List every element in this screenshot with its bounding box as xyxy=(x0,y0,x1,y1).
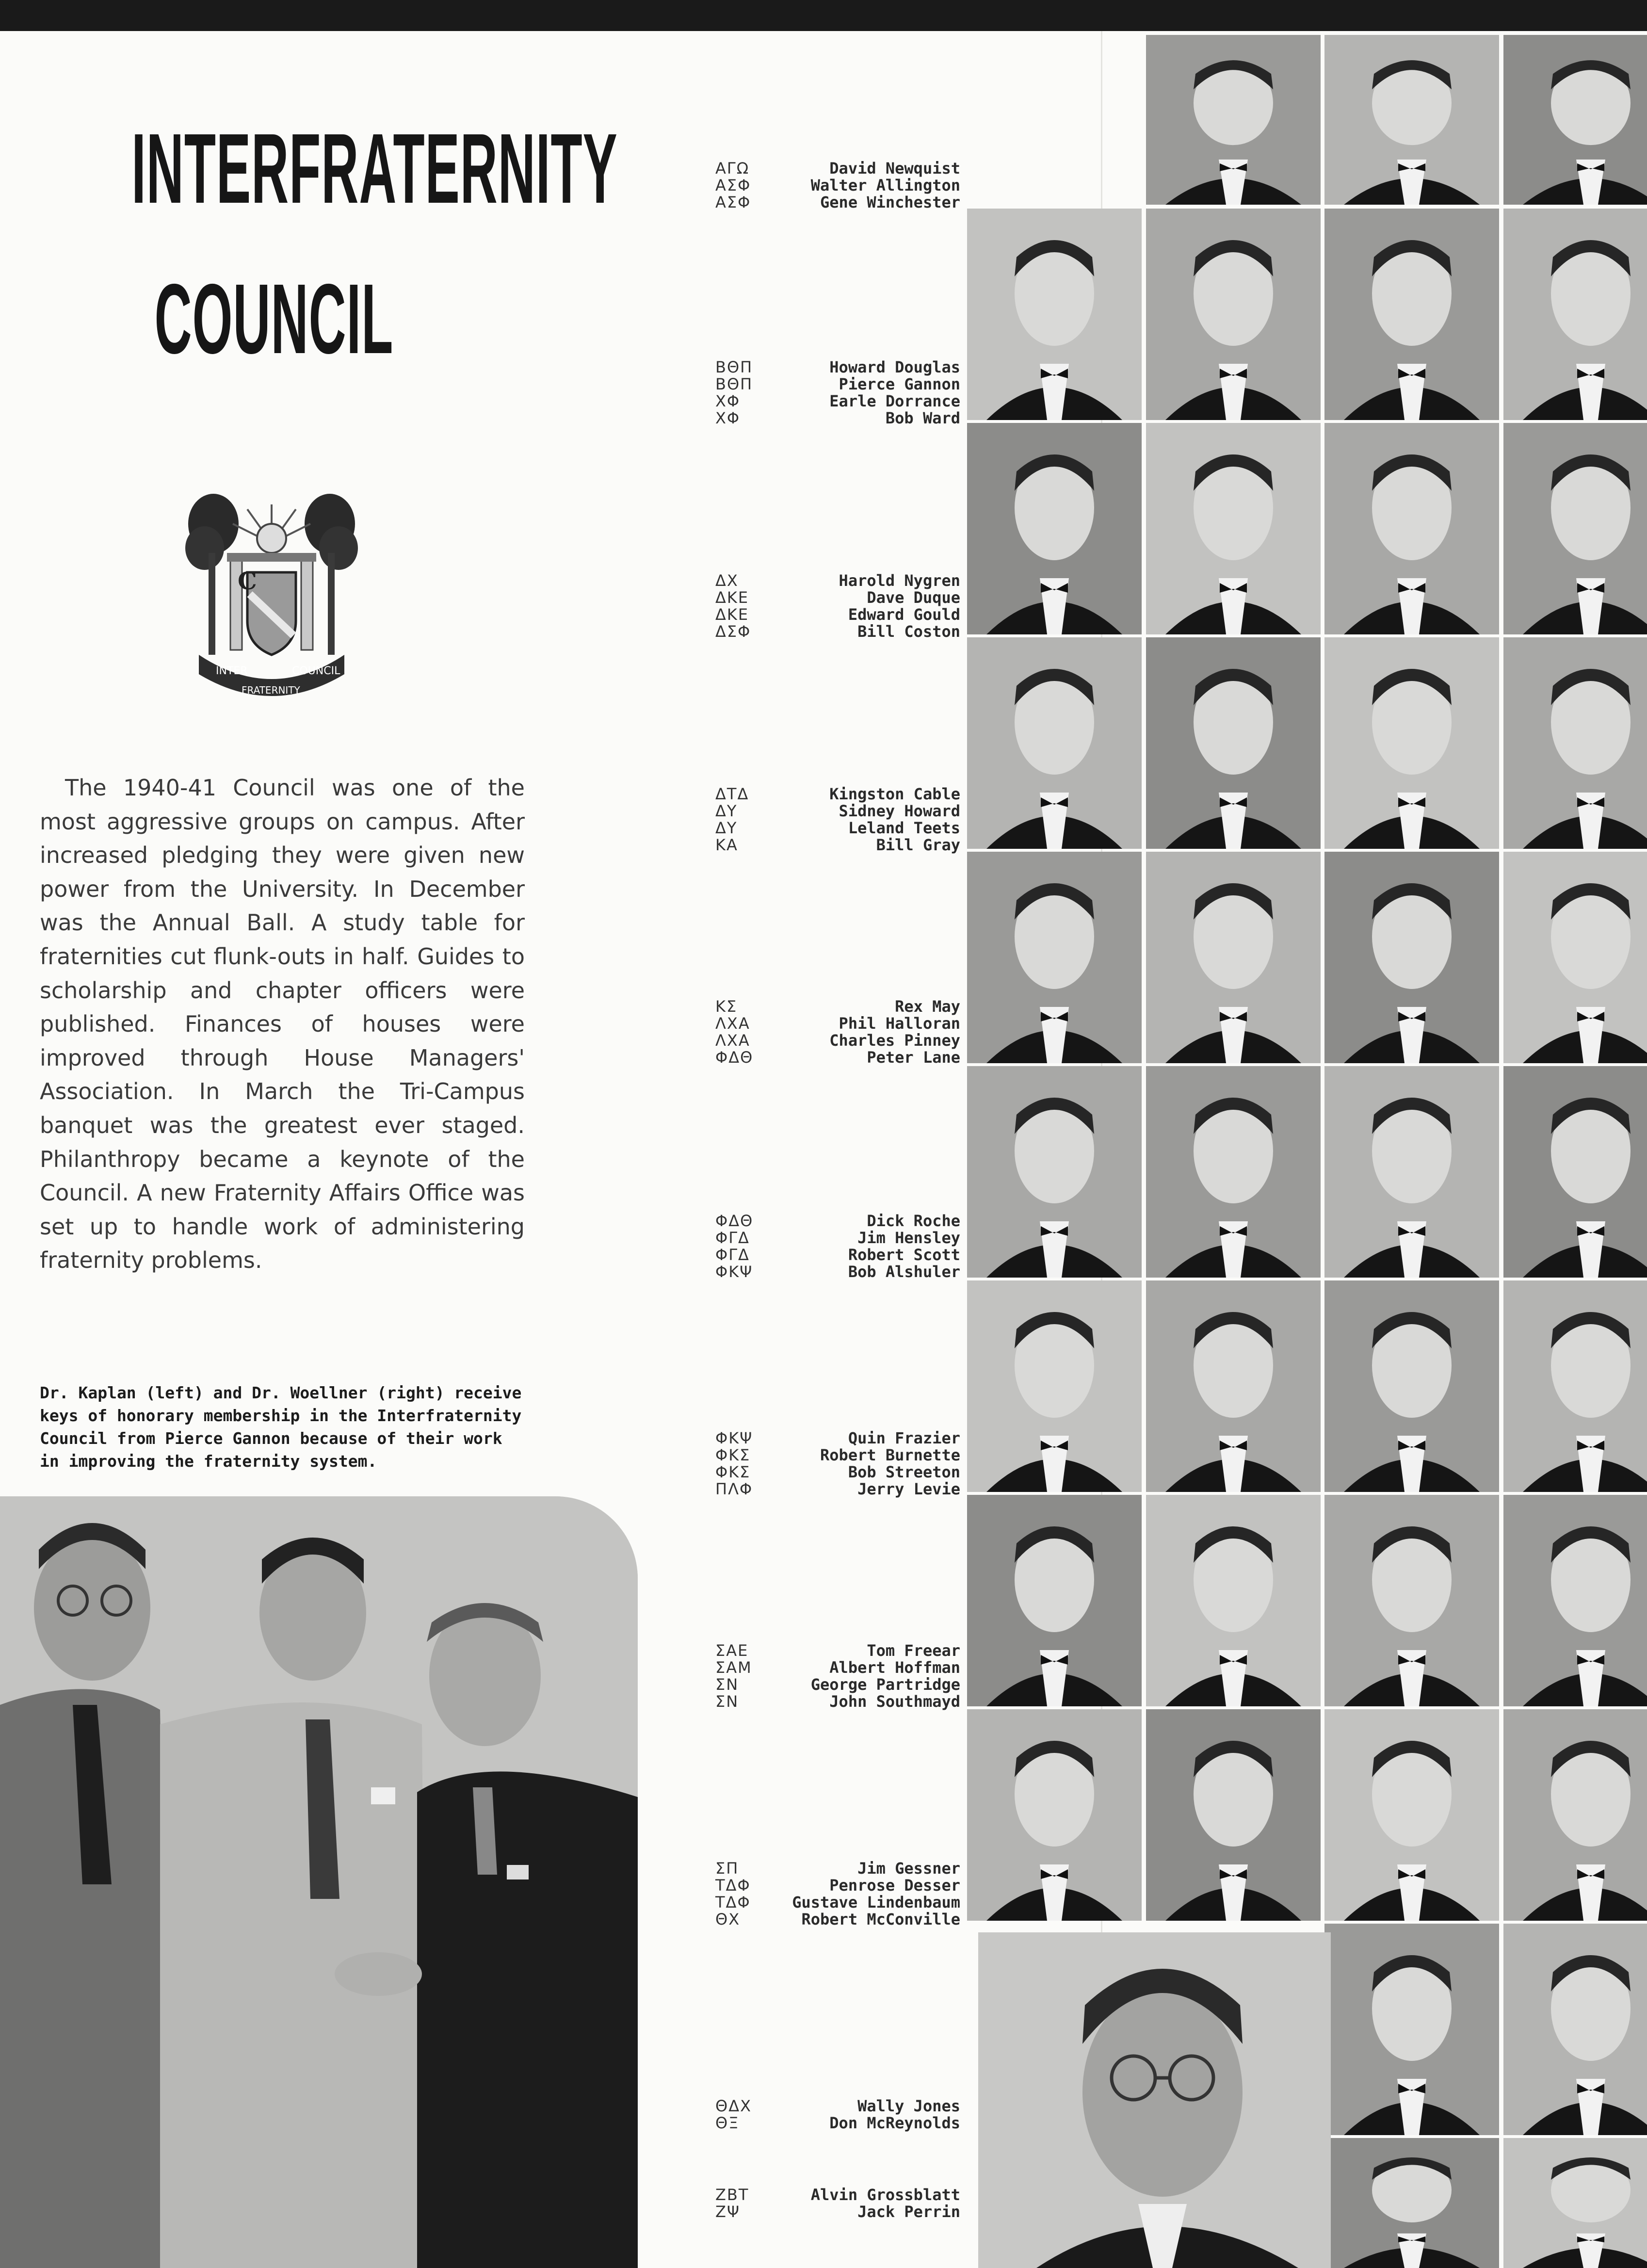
member-portrait xyxy=(1503,852,1647,1063)
fraternity-letters: ΔΧ xyxy=(715,571,739,590)
fraternity-letters: ΘΧ xyxy=(715,1910,741,1928)
member-portrait xyxy=(1503,637,1647,849)
fraternity-letters: ΣΑΕ xyxy=(715,1641,749,1660)
member-name: John Southmayd xyxy=(829,1692,960,1711)
member-portrait xyxy=(1146,423,1321,634)
fraternity-letters: ΦΔΘ xyxy=(715,1048,754,1067)
name-row xyxy=(715,589,960,606)
member-name: Bob Ward xyxy=(885,409,960,427)
member-portrait xyxy=(967,637,1142,849)
fraternity-letters: ΛΧΑ xyxy=(715,1031,750,1050)
name-row xyxy=(715,820,960,837)
member-portrait xyxy=(1503,209,1647,420)
name-row xyxy=(715,1430,960,1447)
fraternity-letters: ΑΓΩ xyxy=(715,159,750,178)
fraternity-letters: ΦΚΨ xyxy=(715,1429,753,1447)
member-name: Gene Winchester xyxy=(820,193,960,211)
member-name: Alvin Grossblatt xyxy=(810,2186,960,2204)
fraternity-letters: ΧΦ xyxy=(715,409,741,427)
member-portrait xyxy=(967,1709,1142,1921)
fraternity-letters: ΦΚΣ xyxy=(715,1463,751,1481)
name-row xyxy=(715,393,960,410)
member-name: Bill Coston xyxy=(857,622,960,641)
fraternity-letters: ΦΓΔ xyxy=(715,1229,750,1247)
name-row xyxy=(715,1032,960,1049)
member-name: Sidney Howard xyxy=(839,802,960,820)
member-name: Bob Streeton xyxy=(848,1463,960,1481)
member-name: Dave Duque xyxy=(867,588,960,607)
name-row xyxy=(715,1693,960,1710)
name-row xyxy=(715,572,960,589)
honorary-membership-photo xyxy=(0,1496,638,2268)
name-row xyxy=(715,1447,960,1464)
name-row xyxy=(715,2098,960,2115)
fraternity-letters: ΑΣΦ xyxy=(715,193,751,211)
name-row xyxy=(715,1911,960,1928)
member-name: Pierce Gannon xyxy=(839,375,960,393)
member-name: Bill Gray xyxy=(876,836,960,854)
member-portrait xyxy=(1324,209,1499,420)
member-name: Robert Scott xyxy=(848,1246,960,1264)
name-group xyxy=(715,786,960,854)
fraternity-letters: ΣΠ xyxy=(715,1859,739,1878)
member-name: George Partridge xyxy=(810,1675,960,1694)
name-group xyxy=(715,1430,960,1498)
member-portrait xyxy=(967,1066,1142,1278)
name-row xyxy=(715,194,960,211)
member-name: Edward Gould xyxy=(848,605,960,624)
fraternity-letters: ΤΔΦ xyxy=(715,1876,751,1895)
member-name: Bob Alshuler xyxy=(848,1263,960,1281)
name-row xyxy=(715,1894,960,1911)
name-group xyxy=(715,572,960,640)
member-portrait xyxy=(1324,1924,1499,2135)
fraternity-letters: ΑΣΦ xyxy=(715,176,751,194)
member-portrait xyxy=(1503,2138,1647,2268)
member-name: Kingston Cable xyxy=(829,785,960,803)
member-portrait xyxy=(1324,637,1499,849)
name-group xyxy=(715,1642,960,1710)
council-summary-paragraph: The 1940-41 Council was one of the most aggressive groups on campus. After increased pledging they were given new power from the University. In December was the Annual Ball. A study table for fraternities cut flunk-outs in half. Guides to scholarship and chapter officers were published. Finances of houses were improved through House Managers' Association. In March the Tri-Campus banquet was the greatest ever staged. Philanthropy became a keynote of the Council. A new Fraternity Affairs Office was set up to handle work of administering fraternity problems. xyxy=(40,775,525,1274)
fraternity-letters: ΣΝ xyxy=(715,1692,739,1711)
name-row xyxy=(715,359,960,376)
fraternity-letters: ΒΘΠ xyxy=(715,358,753,376)
fraternity-letters: ΘΔΧ xyxy=(715,2097,752,2115)
name-group xyxy=(715,2187,960,2220)
member-portrait xyxy=(967,1280,1142,1492)
name-group xyxy=(715,1213,960,1280)
name-group xyxy=(715,1860,960,1928)
name-row xyxy=(715,998,960,1015)
member-portrait xyxy=(1146,35,1321,205)
fraternity-letters: ΘΞ xyxy=(715,2114,740,2132)
page-top-edge xyxy=(0,0,1647,31)
name-row xyxy=(715,1049,960,1066)
member-portrait xyxy=(1503,1495,1647,1706)
member-name: Don McReynolds xyxy=(829,2114,960,2132)
name-row xyxy=(715,1481,960,1498)
member-name: Wally Jones xyxy=(857,2097,960,2115)
fraternity-letters: ΒΘΠ xyxy=(715,375,753,393)
name-row xyxy=(715,2187,960,2203)
member-name: Harold Nygren xyxy=(839,571,960,590)
name-row xyxy=(715,1642,960,1659)
member-name: Dick Roche xyxy=(867,1212,960,1230)
member-name: Earle Dorrance xyxy=(829,392,960,410)
member-portrait xyxy=(1146,1495,1321,1706)
member-name: Albert Hoffman xyxy=(829,1658,960,1677)
name-row xyxy=(715,1860,960,1877)
member-portrait xyxy=(1324,35,1499,205)
fraternity-letters: ΔΥ xyxy=(715,819,738,837)
member-portrait xyxy=(1324,1495,1499,1706)
fraternity-letters: ΧΦ xyxy=(715,392,741,410)
name-group xyxy=(715,998,960,1066)
fraternity-letters: ΤΔΦ xyxy=(715,1893,751,1912)
member-name: Howard Douglas xyxy=(829,358,960,376)
name-row xyxy=(715,177,960,194)
member-name: Gustave Lindenbaum xyxy=(792,1893,960,1912)
page-title-line-2: COUNCIL xyxy=(154,263,394,374)
member-name: Peter Lane xyxy=(867,1048,960,1067)
member-name: Phil Halloran xyxy=(839,1014,960,1033)
fraternity-letters: ΚΣ xyxy=(715,997,738,1016)
name-row xyxy=(715,1213,960,1230)
member-portrait xyxy=(1324,2138,1499,2268)
member-portrait xyxy=(1503,1709,1647,1921)
member-portrait xyxy=(1146,1280,1321,1492)
member-name: Tom Freear xyxy=(867,1641,960,1660)
fraternity-letters: ΖΨ xyxy=(715,2203,741,2221)
photo-caption: Dr. Kaplan (left) and Dr. Woellner (right) receive keys of honorary membership in the Interfraternity Council from Pierce Gannon because of their work in improving the fraternity system. xyxy=(40,1383,522,1471)
name-group xyxy=(715,359,960,427)
member-name: Quin Frazier xyxy=(848,1429,960,1447)
name-row xyxy=(715,623,960,640)
fraternity-letters: ΦΓΔ xyxy=(715,1246,750,1264)
member-name: Jim Hensley xyxy=(857,1229,960,1247)
fraternity-letters: ΠΛΦ xyxy=(715,1480,753,1498)
crest-ribbon-right-text: COUNCIL xyxy=(292,665,340,677)
member-portrait xyxy=(967,852,1142,1063)
name-row xyxy=(715,160,960,177)
member-portrait xyxy=(1146,852,1321,1063)
fraternity-letters: ΦΚΨ xyxy=(715,1263,753,1281)
fraternity-letters: ΦΔΘ xyxy=(715,1212,754,1230)
member-portrait xyxy=(1503,1280,1647,1492)
member-portrait xyxy=(967,423,1142,634)
member-portrait xyxy=(1324,852,1499,1063)
name-row xyxy=(715,1464,960,1481)
member-portrait xyxy=(1324,1280,1499,1492)
member-name: Robert McConville xyxy=(801,1910,960,1928)
member-portrait xyxy=(1503,423,1647,634)
member-portrait xyxy=(1324,1709,1499,1921)
member-name: Leland Teets xyxy=(848,819,960,837)
fraternity-letters: ΛΧΑ xyxy=(715,1014,750,1033)
large-member-portrait xyxy=(978,1932,1331,2268)
name-row xyxy=(715,1877,960,1894)
fraternity-letters: ΔΣΦ xyxy=(715,622,751,641)
name-row xyxy=(715,786,960,803)
member-name: Charles Pinney xyxy=(829,1031,960,1050)
name-row xyxy=(715,2203,960,2220)
member-name: Jim Gessner xyxy=(857,1859,960,1878)
fraternity-letters: ΚΑ xyxy=(715,836,738,854)
fraternity-letters: ΔΚΕ xyxy=(715,605,749,624)
member-portrait xyxy=(1324,423,1499,634)
member-portrait xyxy=(1146,1066,1321,1278)
member-portrait xyxy=(1503,1924,1647,2135)
svg-text:C: C xyxy=(238,567,257,595)
member-portrait xyxy=(1146,1709,1321,1921)
name-row xyxy=(715,410,960,427)
member-name: Rex May xyxy=(895,997,960,1016)
name-row xyxy=(715,1676,960,1693)
council-crest-emblem xyxy=(184,490,359,703)
fraternity-letters: ΔΥ xyxy=(715,802,738,820)
name-row xyxy=(715,1659,960,1676)
name-row xyxy=(715,837,960,854)
name-row xyxy=(715,1264,960,1280)
fraternity-letters: ΦΚΣ xyxy=(715,1446,751,1464)
member-name: Jack Perrin xyxy=(857,2203,960,2221)
member-portrait xyxy=(967,209,1142,420)
page-title-line-1: INTERFRATERNITY xyxy=(131,113,618,224)
fraternity-letters: ΔΚΕ xyxy=(715,588,749,607)
fraternity-letters: ΣΑΜ xyxy=(715,1658,752,1677)
name-group xyxy=(715,160,960,211)
name-row xyxy=(715,1230,960,1247)
name-row xyxy=(715,606,960,623)
member-name: Jerry Levie xyxy=(857,1480,960,1498)
member-portrait xyxy=(1503,1066,1647,1278)
member-portrait xyxy=(1146,209,1321,420)
member-portrait xyxy=(967,1495,1142,1706)
member-name: Walter Allington xyxy=(810,176,960,194)
member-portrait xyxy=(1503,35,1647,205)
name-row xyxy=(715,803,960,820)
member-name: David Newquist xyxy=(829,159,960,178)
name-row xyxy=(715,1015,960,1032)
member-name: Robert Burnette xyxy=(820,1446,960,1464)
member-portrait xyxy=(1324,1066,1499,1278)
name-row xyxy=(715,376,960,393)
name-row xyxy=(715,1247,960,1264)
name-group xyxy=(715,2098,960,2132)
crest-ribbon-bottom-text: FRATERNITY xyxy=(242,684,300,696)
fraternity-letters: ΖΒΤ xyxy=(715,2186,749,2204)
crest-ribbon-left-text: INTER xyxy=(216,665,248,677)
fraternity-letters: ΔΤΔ xyxy=(715,785,749,803)
member-portrait xyxy=(1146,637,1321,849)
member-name: Penrose Desser xyxy=(829,1876,960,1895)
fraternity-letters: ΣΝ xyxy=(715,1675,739,1694)
name-row xyxy=(715,2115,960,2132)
